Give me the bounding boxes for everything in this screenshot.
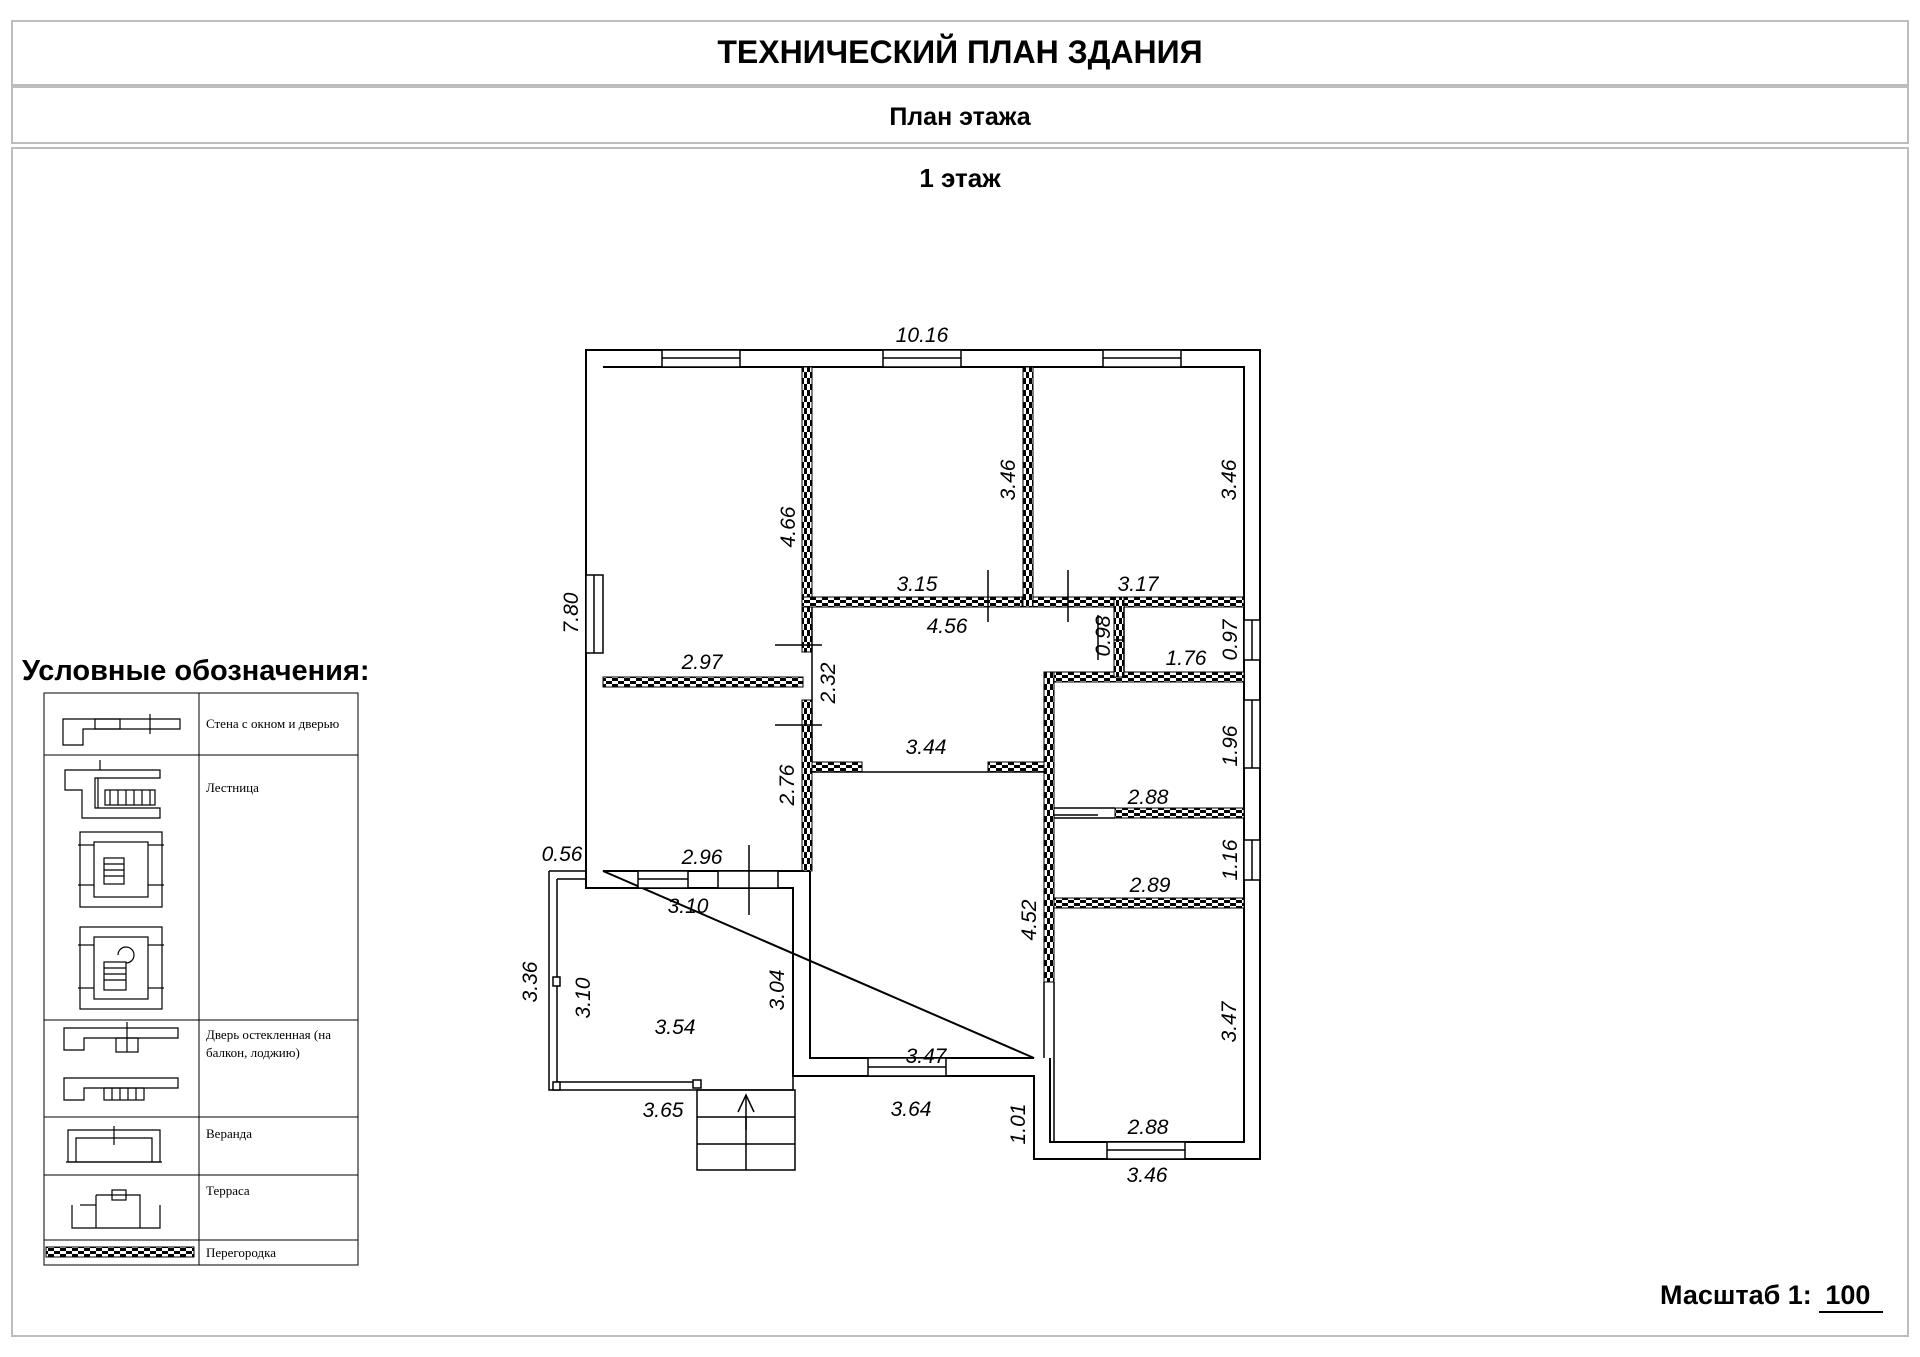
dim-veranda-outer-height: 3.36 (519, 961, 542, 1003)
scale-value: 100 (1819, 1280, 1883, 1313)
legend-item-veranda: Веранда (206, 1126, 253, 1141)
legend-title: Условные обозначения: (22, 655, 370, 687)
dim-wc-width: 1.76 (1165, 647, 1207, 670)
legend-item-partition: Перегородка (206, 1245, 277, 1260)
dim-corridor-width: 3.44 (905, 736, 947, 759)
dim-veranda-inner-height: 3.10 (572, 977, 595, 1019)
dim-room6-width: 2.89 (1129, 874, 1171, 897)
dim-room1-width: 2.97 (681, 651, 723, 674)
dim-room8-width: 2.88 (1127, 1116, 1169, 1139)
dim-veranda-right-height: 3.04 (766, 969, 789, 1011)
legend-item-glazed-door: Дверь остекленная (на балкон, лоджию) (206, 1027, 331, 1060)
dim-hall-length: 4.56 (926, 615, 968, 638)
dim-veranda-area-value: 3.54 (654, 1016, 696, 1039)
dim-living-outer-width: 3.64 (890, 1098, 932, 1121)
dim-room2-height: 3.46 (997, 459, 1020, 501)
dim-wc-depth: 0.97 (1219, 619, 1242, 661)
page-title: ТЕХНИЧЕСКИЙ ПЛАН ЗДАНИЯ (717, 34, 1203, 70)
dim-room5-width: 2.88 (1127, 786, 1169, 809)
dim-living-height: 4.52 (1018, 899, 1041, 941)
dim-room3-height: 3.46 (1218, 459, 1241, 501)
dim-room2-width: 3.15 (896, 573, 938, 596)
legend-symbols (63, 714, 180, 1228)
dim-closet-depth: 0.98 (1092, 615, 1115, 657)
dim-veranda-bottom: 3.65 (642, 1099, 684, 1122)
dim-room1-height: 4.66 (777, 506, 800, 548)
dim-hall-depth: 2.32 (817, 662, 840, 704)
dim-living-width: 3.47 (905, 1045, 947, 1068)
entrance-stairs (697, 1090, 795, 1170)
dim-room4-height: 2.76 (776, 764, 799, 806)
legend-texts (206, 716, 340, 1260)
legend-item-stairs: Лестница (206, 780, 259, 795)
room-outlines (812, 607, 1124, 1142)
legend-partition-symbol (46, 1247, 194, 1257)
dim-room8-height: 3.47 (1218, 1001, 1241, 1043)
dim-veranda-offset: 0.56 (541, 843, 583, 866)
dim-room6-height: 1.16 (1219, 839, 1242, 881)
dim-room3-width: 3.17 (1117, 573, 1159, 596)
floor-label: 1 этаж (919, 163, 1001, 193)
dim-overall-height: 7.80 (560, 592, 583, 634)
dim-room5-height: 1.96 (1219, 725, 1242, 767)
legend-item-terrace: Терраса (206, 1183, 250, 1198)
page-subtitle: План этажа (889, 103, 1031, 131)
scale-label: Масштаб 1: (1660, 1280, 1812, 1310)
dim-veranda-top: 3.10 (667, 895, 709, 918)
scale-block (1660, 1280, 1883, 1313)
dim-room8-outer-width: 3.46 (1126, 1164, 1168, 1187)
dim-room4-width: 2.96 (681, 846, 723, 869)
dim-step-height: 1.01 (1007, 1103, 1030, 1145)
dim-overall-width: 10.16 (895, 324, 949, 347)
legend-table (44, 693, 358, 1265)
legend-item-wall: Стена с окном и дверью (206, 716, 340, 731)
